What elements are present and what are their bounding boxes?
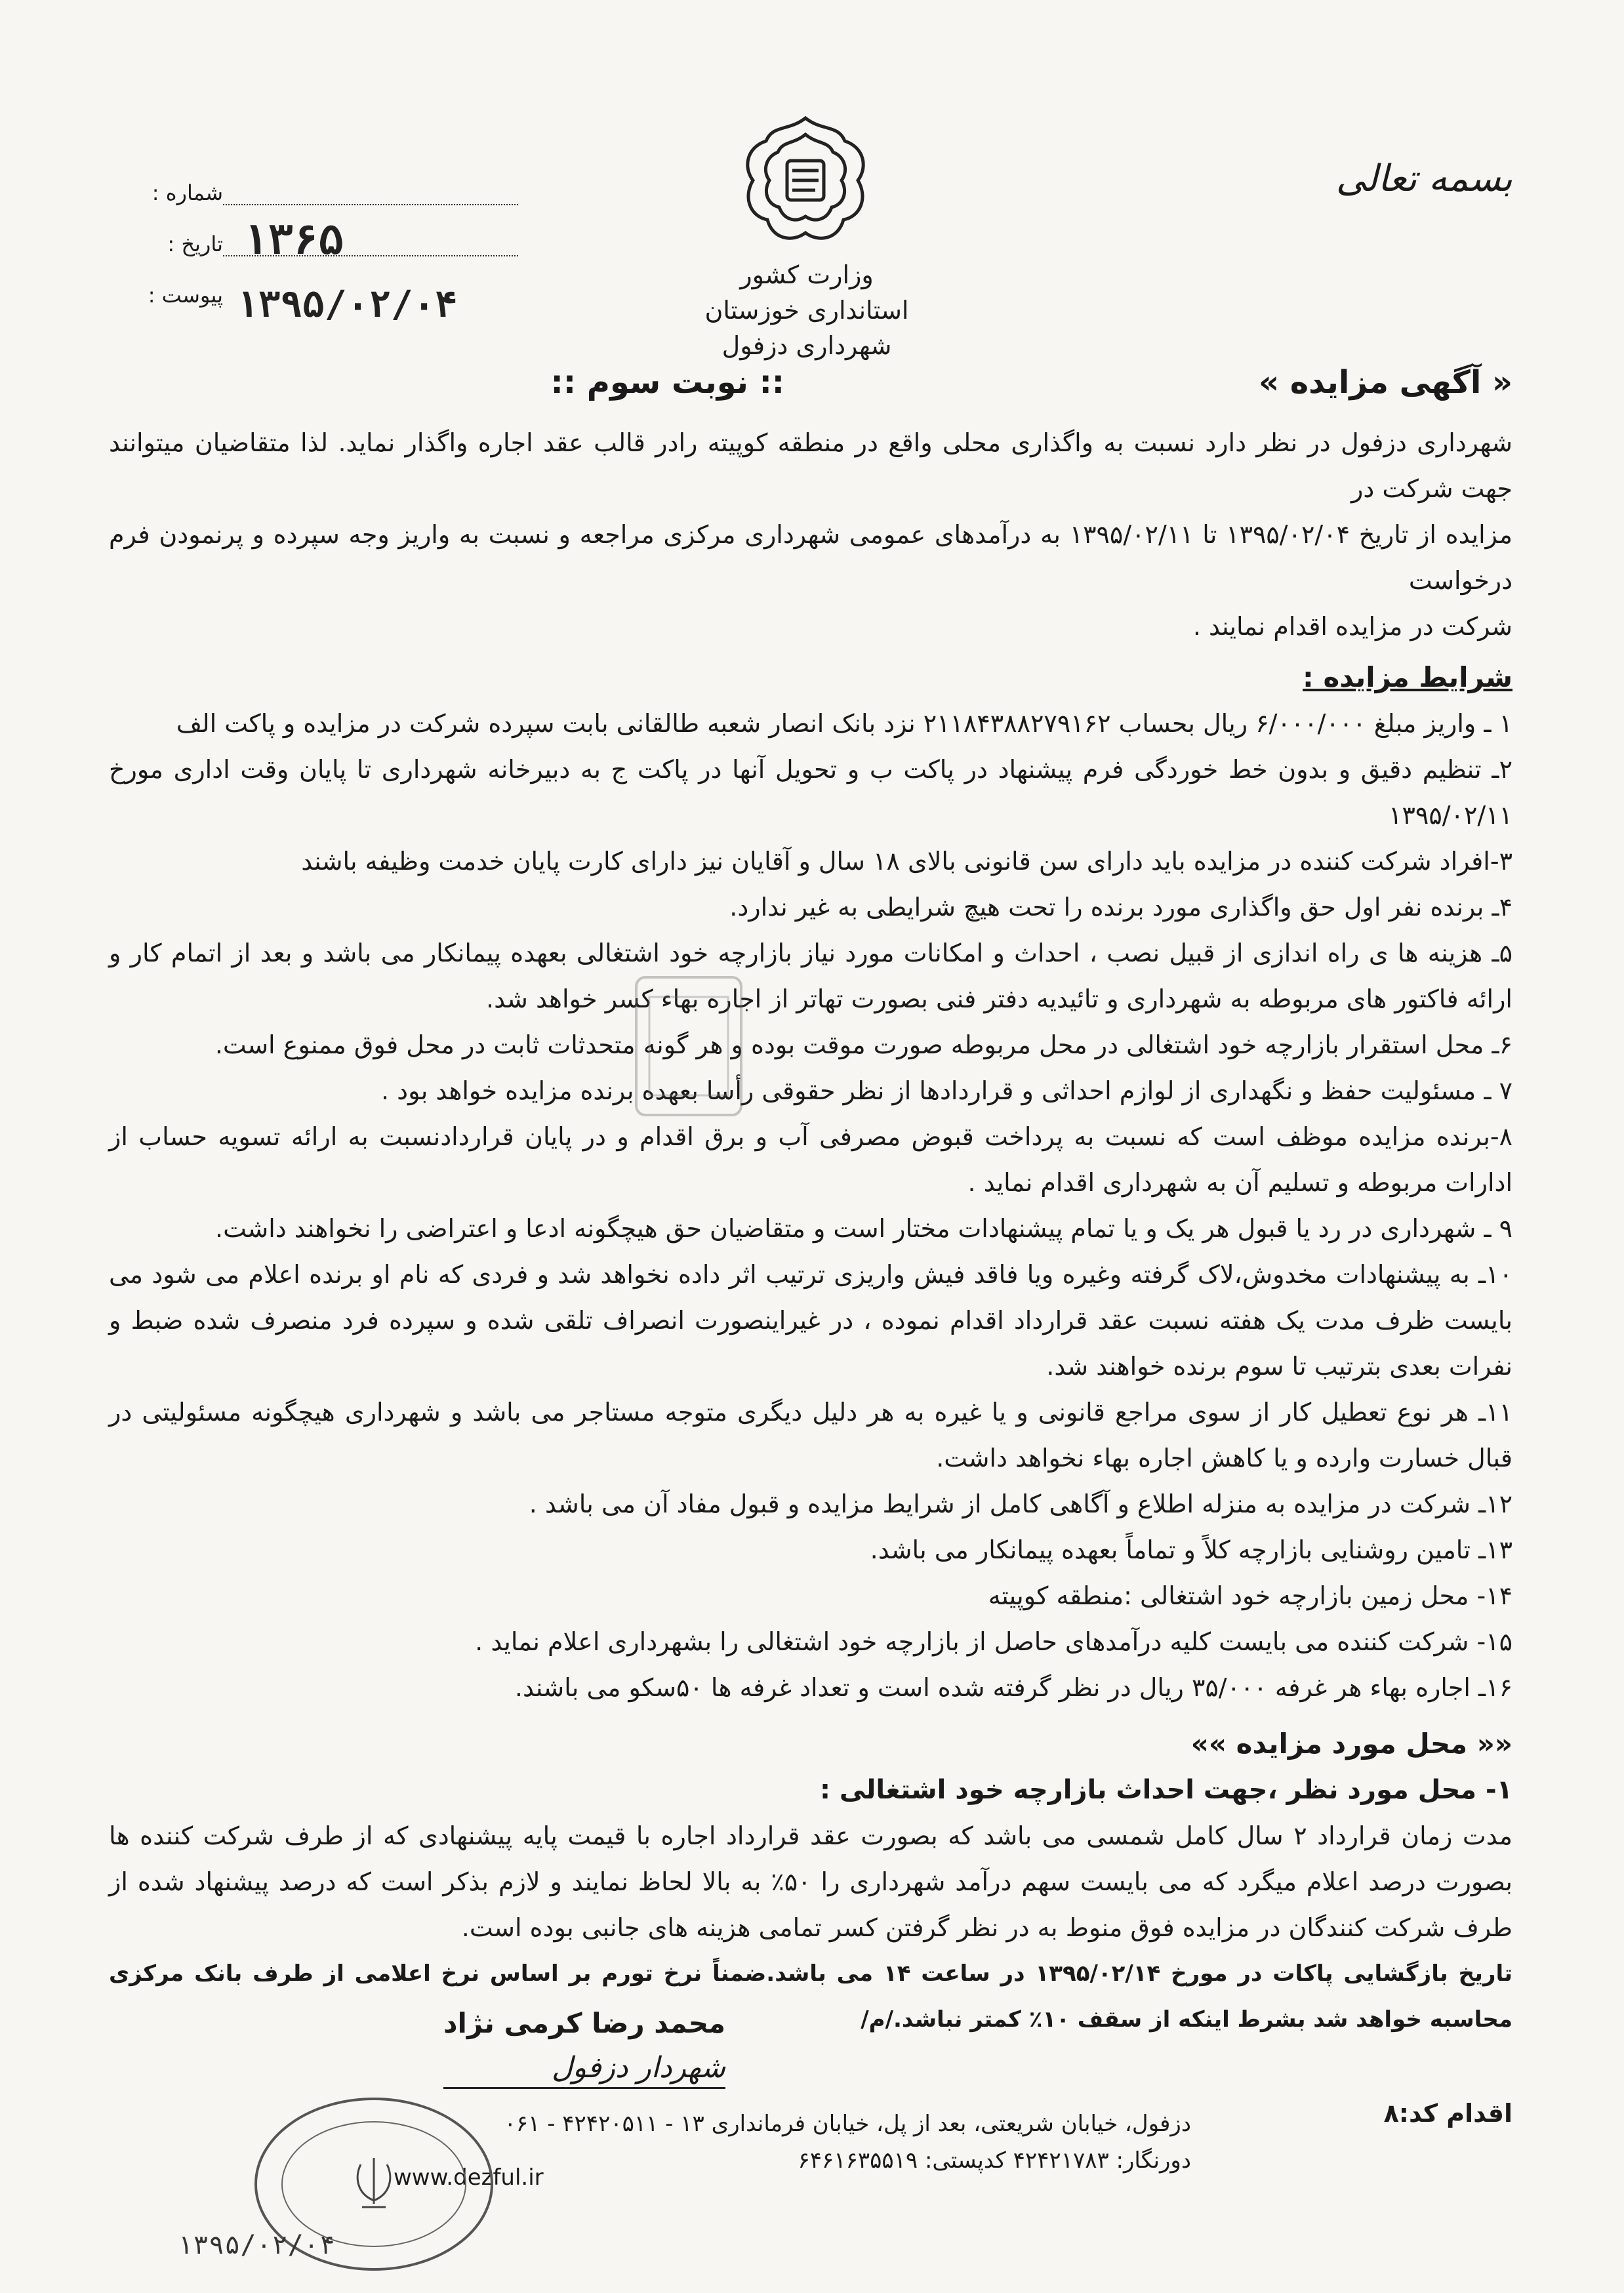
condition-item: ۳-افراد شرکت کننده در مزایده باید دارای سن قانونی بالای ۱۸ سال و آقایان نیز دارای کارت پایان خدمت وظیفه باشند bbox=[301, 847, 1512, 876]
address-line: دزفول، خیابان شریعتی، بعد از پل، خیابان فرمانداری ۱۳ - ۴۲۴۲۰۵۱۱ - ۰۶۱ bbox=[504, 2111, 1191, 2137]
condition-item: ۱۳ـ تامین روشنایی بازارچه کلاً و تماماً بعهده پیمانکار می باشد. bbox=[870, 1535, 1512, 1564]
location-text: مدت زمان قرارداد ۲ سال کامل شمسی می باشد که بصورت عقد قرارداد اجاره با قیمت پایه پیشنهادی که از طرف شرکت کننده ها بصورت درصد اعلام میگرد که می بایست سهم درآمد شهرداری را ۵۰٪ به بالا لحاظ نمایند و لازم بذکر است که درصد پیشنهاد شده از طرف شرکت کنندگان در مزایده فوق منوط به در نظر گرفتن کسر تمامی هزینه های جانبی بوده است. bbox=[109, 1821, 1512, 1942]
condition-item: ۵ـ هزینه ها ی راه اندازی از قبیل نصب ، احداث و امکانات مورد نیاز بازارچه خود اشتغالی بعهده پیمانکار می باشد و بعد از اتمام کار و ارائه فاکتور های مربوطه به شهرداری و تائیدیه دفتر فنی بصورت تهاتر از اجاره بهاء کسر خواهد شد. bbox=[109, 939, 1512, 1013]
condition-item: ۶ـ محل استقرار بازارچه خود اشتغالی در محل مربوطه صورت موقت بوده و هر گونه متحدثات ثابت در محل فوق ممنوع است. bbox=[214, 1030, 1512, 1059]
round-label: :: نوبت سوم :: bbox=[550, 364, 784, 401]
intro-line: شرکت در مزایده اقدام نمایند . bbox=[1192, 612, 1512, 641]
bismillah: بسمه تعالی bbox=[1335, 157, 1512, 200]
issuer-block bbox=[643, 257, 971, 363]
condition-item: ۲ـ تنظیم دقیق و بدون خط خوردگی فرم پیشنهاد در پاکت ب و تحویل آنها در پاکت ج به دبیرخانه شهرداری تا پایان وقت اداری مورخ ۱۳۹۵/۰۲/۱۱ bbox=[109, 755, 1512, 830]
document-body bbox=[109, 420, 1512, 2042]
signature-block bbox=[443, 2007, 725, 2089]
province-name: استانداری خوزستان bbox=[704, 296, 909, 325]
attachment-label: پیوست : bbox=[148, 283, 223, 308]
handwritten-number: ۱۳۶۵ bbox=[243, 216, 344, 264]
stamp-date: ۱۳۹۵/۰۲/۰۴ bbox=[177, 2230, 335, 2260]
date-label: تاریخ : bbox=[167, 232, 223, 256]
condition-item: ۹ ـ شهرداری در رد یا قبول هر یک و یا تمام پیشنهادات مختار است و متقاضیان حق هیچگونه ادعا و اعتراضی را نخواهند داشت. bbox=[215, 1214, 1512, 1243]
condition-item: ۸-برنده مزایده موظف است که نسبت به پرداخت قبوض مصرفی آب و برق اقدام و در پایان قراردادنسبت به ارائه تسویه حساب از ادارات مربوطه و تسلیم آن به شهرداری اقدام نماید . bbox=[109, 1122, 1512, 1197]
condition-item: ۷ ـ مسئولیت حفظ و نگهداری از لوازم احداثی و قراردادها از نظر حقوقی رأسا بعهده برنده مزایده خواهد بود . bbox=[381, 1076, 1512, 1105]
condition-item: ۴ـ برنده نفر اول حق واگذاری مورد برنده را تحت هیچ شرایطی به غیر ندارد. bbox=[729, 893, 1512, 922]
municipality-name: شهرداری دزفول bbox=[721, 331, 892, 360]
meta-number-row bbox=[112, 154, 518, 205]
ministry-name: وزارت کشور bbox=[740, 260, 874, 289]
number-label: شماره : bbox=[152, 180, 223, 205]
handwritten-date: ۱۳۹۵/۰۲/۰۴ bbox=[236, 283, 458, 326]
condition-item: ۱۴- محل زمین بازارچه خود اشتغالی :منطقه کوپیته bbox=[988, 1581, 1512, 1610]
action-code: اقدام کد:۸ bbox=[1383, 2099, 1512, 2128]
letter-meta bbox=[112, 154, 518, 326]
condition-item: ۱۰ـ به پیشنهادات مخدوش،لاک گرفته وغیره ویا فاقد فیش واریزی ترتیب اثر داده نخواهد شد و فردی که نام او برنده اعلام می شود می بایست ظرف مدت یک هفته نسبت عقد قرارداد اقدام نموده ، در غیراینصورت انصراف تلقی شده و سپرده فرد منصرف شده ضبط و نفرات بعدی بترتیب تا سوم برنده خواهند شد. bbox=[109, 1260, 1512, 1381]
municipality-emblem-icon bbox=[733, 112, 878, 249]
fax-postal-line: دورنگار: ۴۲۴۲۱۷۸۳ کدپستی: ۶۴۶۱۶۳۵۵۱۹ bbox=[798, 2147, 1191, 2174]
watermark-stamp-icon bbox=[630, 971, 748, 1122]
location-heading: «« محل مورد مزایده »» bbox=[1190, 1728, 1512, 1760]
condition-item: ۱۵- شرکت کننده می بایست کلیه درآمدهای حاصل از بازارچه خود اشتغالی را بشهرداری اعلام نماید . bbox=[475, 1627, 1512, 1656]
signer-name: محمد رضا کرمی نژاد bbox=[443, 2007, 725, 2039]
intro-line: شهرداری دزفول در نظر دارد نسبت به واگذاری محلی واقع در منطقه کوپیته رادر قالب عقد اجاره واگذار نماید. لذا متقاضیان میتوانند جهت شرکت در bbox=[109, 428, 1512, 503]
title-bar bbox=[109, 364, 1512, 410]
meta-date-row bbox=[112, 205, 518, 264]
condition-item: ۱۲ـ شرکت در مزایده به منزله اطلاع و آگاهی کامل از شرایط مزایده و قبول مفاد آن می باشد . bbox=[529, 1490, 1512, 1518]
signer-role: شهردار دزفول bbox=[443, 2051, 725, 2089]
intro-line: مزایده از تاریخ ۱۳۹۵/۰۲/۰۴ تا ۱۳۹۵/۰۲/۱۱ به درآمدهای عمومی شهرداری مرکزی مراجعه و نسبت به واریز وجه سپرده و پرنمودن فرم درخواست bbox=[109, 520, 1512, 595]
opening-note: تاریخ بازگشایی پاکات در مورخ ۱۳۹۵/۰۲/۱۴ در ساعت ۱۴ می باشد.ضمناً نرخ تورم بر اساس نرخ اعلامی از طرف بانک مرکزی محاسبه خواهد شد بشرط اینکه از سقف ۱۰٪ کمتر نباشد./م/ bbox=[109, 1960, 1513, 2033]
document-title: « آگهی مزایده » bbox=[1259, 364, 1512, 401]
conditions-heading: شرایط مزایده : bbox=[1303, 661, 1512, 693]
condition-item: ۱۱ـ هر نوع تعطیل کار از سوی مراجع قانونی و یا غیره به هر دلیل دیگری متوجه مستاجر می باشد و شهرداری هیچگونه مسئولیتی در قبال خسارت وارده و یا کاهش اجاره بهاء نخواهد داشت. bbox=[109, 1398, 1512, 1472]
condition-item: ۱ ـ واریز مبلغ ۶/۰۰۰/۰۰۰ ریال بحساب ۲۱۱۸۴۳۸۸۲۷۹۱۶۲ نزد بانک انصار شعبه طالقانی بابت سپرده شرکت در مزایده و پاکت الف bbox=[176, 709, 1512, 738]
website-link[interactable]: www.dezful.ir bbox=[394, 2164, 544, 2191]
location-item: ۱- محل مورد نظر ،جهت احداث بازارچه خود اشتغالی : bbox=[819, 1775, 1512, 1805]
condition-item: ۱۶ـ اجاره بهاء هر غرفه ۳۵/۰۰۰ ریال در نظر گرفته شده است و تعداد غرفه ها ۵۰سکو می باشند. bbox=[514, 1673, 1512, 1702]
